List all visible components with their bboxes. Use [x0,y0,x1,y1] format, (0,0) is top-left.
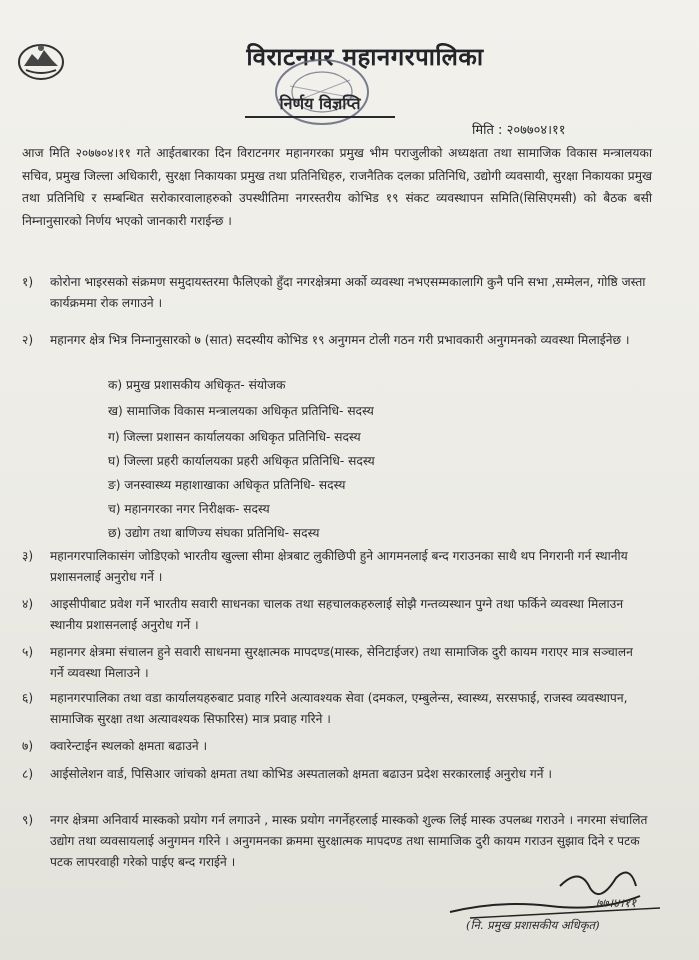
item-number: ९) [22,813,34,827]
item-number: ५) [22,645,34,659]
item-text: नगर क्षेत्रमा अनिवार्य मास्कको प्रयोग गर्न लगाउने , मास्क प्रयोग नगर्नेहरलाई मास्कको शुल्क लिई मास्क उपलब्ध गराउने । नगरमा संचालित उद्योग तथा व्यवसायलाई अनुगमन गरिने । अनुगमनका क्रममा सुरक्षात्मक मापदण्ड तथा सामाजिक दुरी कायम गराउन सुझाव दिने र पटक पटक लापरवाही गरेको पाईए बन्द गराईने । [50,813,648,869]
intro-paragraph: आज मिति २०७७०४।११ गते आईतबारका दिन विराटनगर महानगरका प्रमुख भीम पराजुलीको अध्यक्षता तथा सामाजिक विकास मन्त्रालयका सचिव, प्रमुख जिल्ला अधिकारी, सुरक्षा निकायका प्रमुख तथा प्रतिनिधिहरु, राजनैतिक दलका प्रतिनिधि, उद्योगी व्यवसायी, सुरक्षा निकायका प्रमुख तथा प्रतिनिधि र सम्बन्धित सरोकारवालाहरुको उपस्थीतिमा नगरस्तरीय कोभिड १९ संकट व्यवस्थापन समिति(सिसिएमसी) को बैठक बसी निम्नानुसारको निर्णय भएको जानकारी गराईन्छ । [22,146,652,228]
emblem-icon [16,40,66,82]
item-text: महानगर क्षेत्र भित्र निम्नानुसारको ७ (सात) सदस्यीय कोभिड १९ अनुगमन टोली गठन गरी प्रभावकारी अनुगमनको व्यवस्था मिलाईनेछ । [50,333,630,347]
item-number: ८) [22,767,34,781]
item-text: महानगर क्षेत्रमा संचालन हुने सवारी साधनमा सुरक्षात्मक मापदण्ड(मास्क, सेनिटाईजर) तथा सामाजिक दुरी कायम गराएर मात्र सञ्चालन गर्ने व्यवस्था मिलाउने । [50,645,633,680]
notice-date: मिति : २०७७०४।११ [472,123,566,138]
item-number: ६) [22,691,34,705]
committee-member: घ) जिल्ला प्रहरी कार्यालयका प्रहरी अधिकृत प्रतिनिधि- सदस्य [108,454,375,468]
item-text: महानगरपालिका तथा वडा कार्यालयहरुबाट प्रवाह गरिने अत्यावश्यक सेवा (दमकल, एम्बुलेन्स, स्वास्थ्य, सरसफाई, राजस्व व्यवस्थापन, सामाजिक सुरक्षा तथा अत्यावश्यक सिफारिस) मात्र प्रवाह गरिने । [50,691,628,726]
item-text: कोरोना भाइरसको संक्रमण समुदायस्तरमा फैलिएको हुँदा नगरक्षेत्रमा अर्को व्यवस्था नभएसम्मकालागि कुनै पनि सभा ,सम्मेलन, गोष्ठि जस्ता कार्यक्रममा रोक लगाउने । [50,275,646,310]
item-number: ३) [22,549,34,563]
signatory-title: (नि. प्रमुख प्रशासकीय अधिकृत) [466,918,600,932]
item-number: ७) [22,739,34,753]
committee-member: ख) सामाजिक विकास मन्त्रालयका अधिकृत प्रतिनिधि- सदस्य [108,404,374,418]
item-text: आईसोलेशन वार्ड, पिसिआर जांचको क्षमता तथा कोभिड अस्पतालको क्षमता बढाउन प्रदेश सरकारलाई अनुरोध गर्ने । [50,767,553,781]
item-number: १) [22,275,34,289]
notice-subtitle: निर्णय विज्ञप्ति [245,92,395,118]
item-number: २) [22,333,34,347]
item-text: आइसीपीबाट प्रवेश गर्ने भारतीय सवारी साधनका चालक तथा सहचालकहरुलाई सोझै गन्तव्यस्थान पुग्ने तथा फर्किने व्यवस्था मिलाउन स्थानीय प्रशासनलाई अनुरोध गर्ने । [50,597,624,632]
committee-member: ङ) जनस्वास्थ्य महाशाखाका अधिकृत प्रतिनिधि- सदस्य [108,478,346,492]
committee-member: ग) जिल्ला प्रशासन कार्यालयका अधिकृत प्रतिनिधि- सदस्य [108,430,361,444]
committee-member: क) प्रमुख प्रशासकीय अधिकृत- संयोजक [108,378,286,392]
item-number: ४) [22,597,34,611]
page-title: विराटनगर महानगरपालिका [246,43,484,71]
item-text: महानगरपालिकासंग जोडिएको भारतीय खुल्ला सीमा क्षेत्रबाट लुकीछिपी हुने आगमनलाई बन्द गराउनका साथै थप निगरानी गर्न स्थानीय प्रशासनलाई अनुरोध गर्ने । [50,549,628,584]
item-text: क्वारेन्टाईन स्थलको क्षमता बढाउने । [50,739,208,753]
committee-member: च) महानगरका नगर निरीक्षक- सदस्य [108,502,270,516]
committee-member: छ) उद्योग तथा बाणिज्य संघका प्रतिनिधि- सदस्य [108,526,320,540]
signature-date: ७७।४।११ [596,896,637,910]
